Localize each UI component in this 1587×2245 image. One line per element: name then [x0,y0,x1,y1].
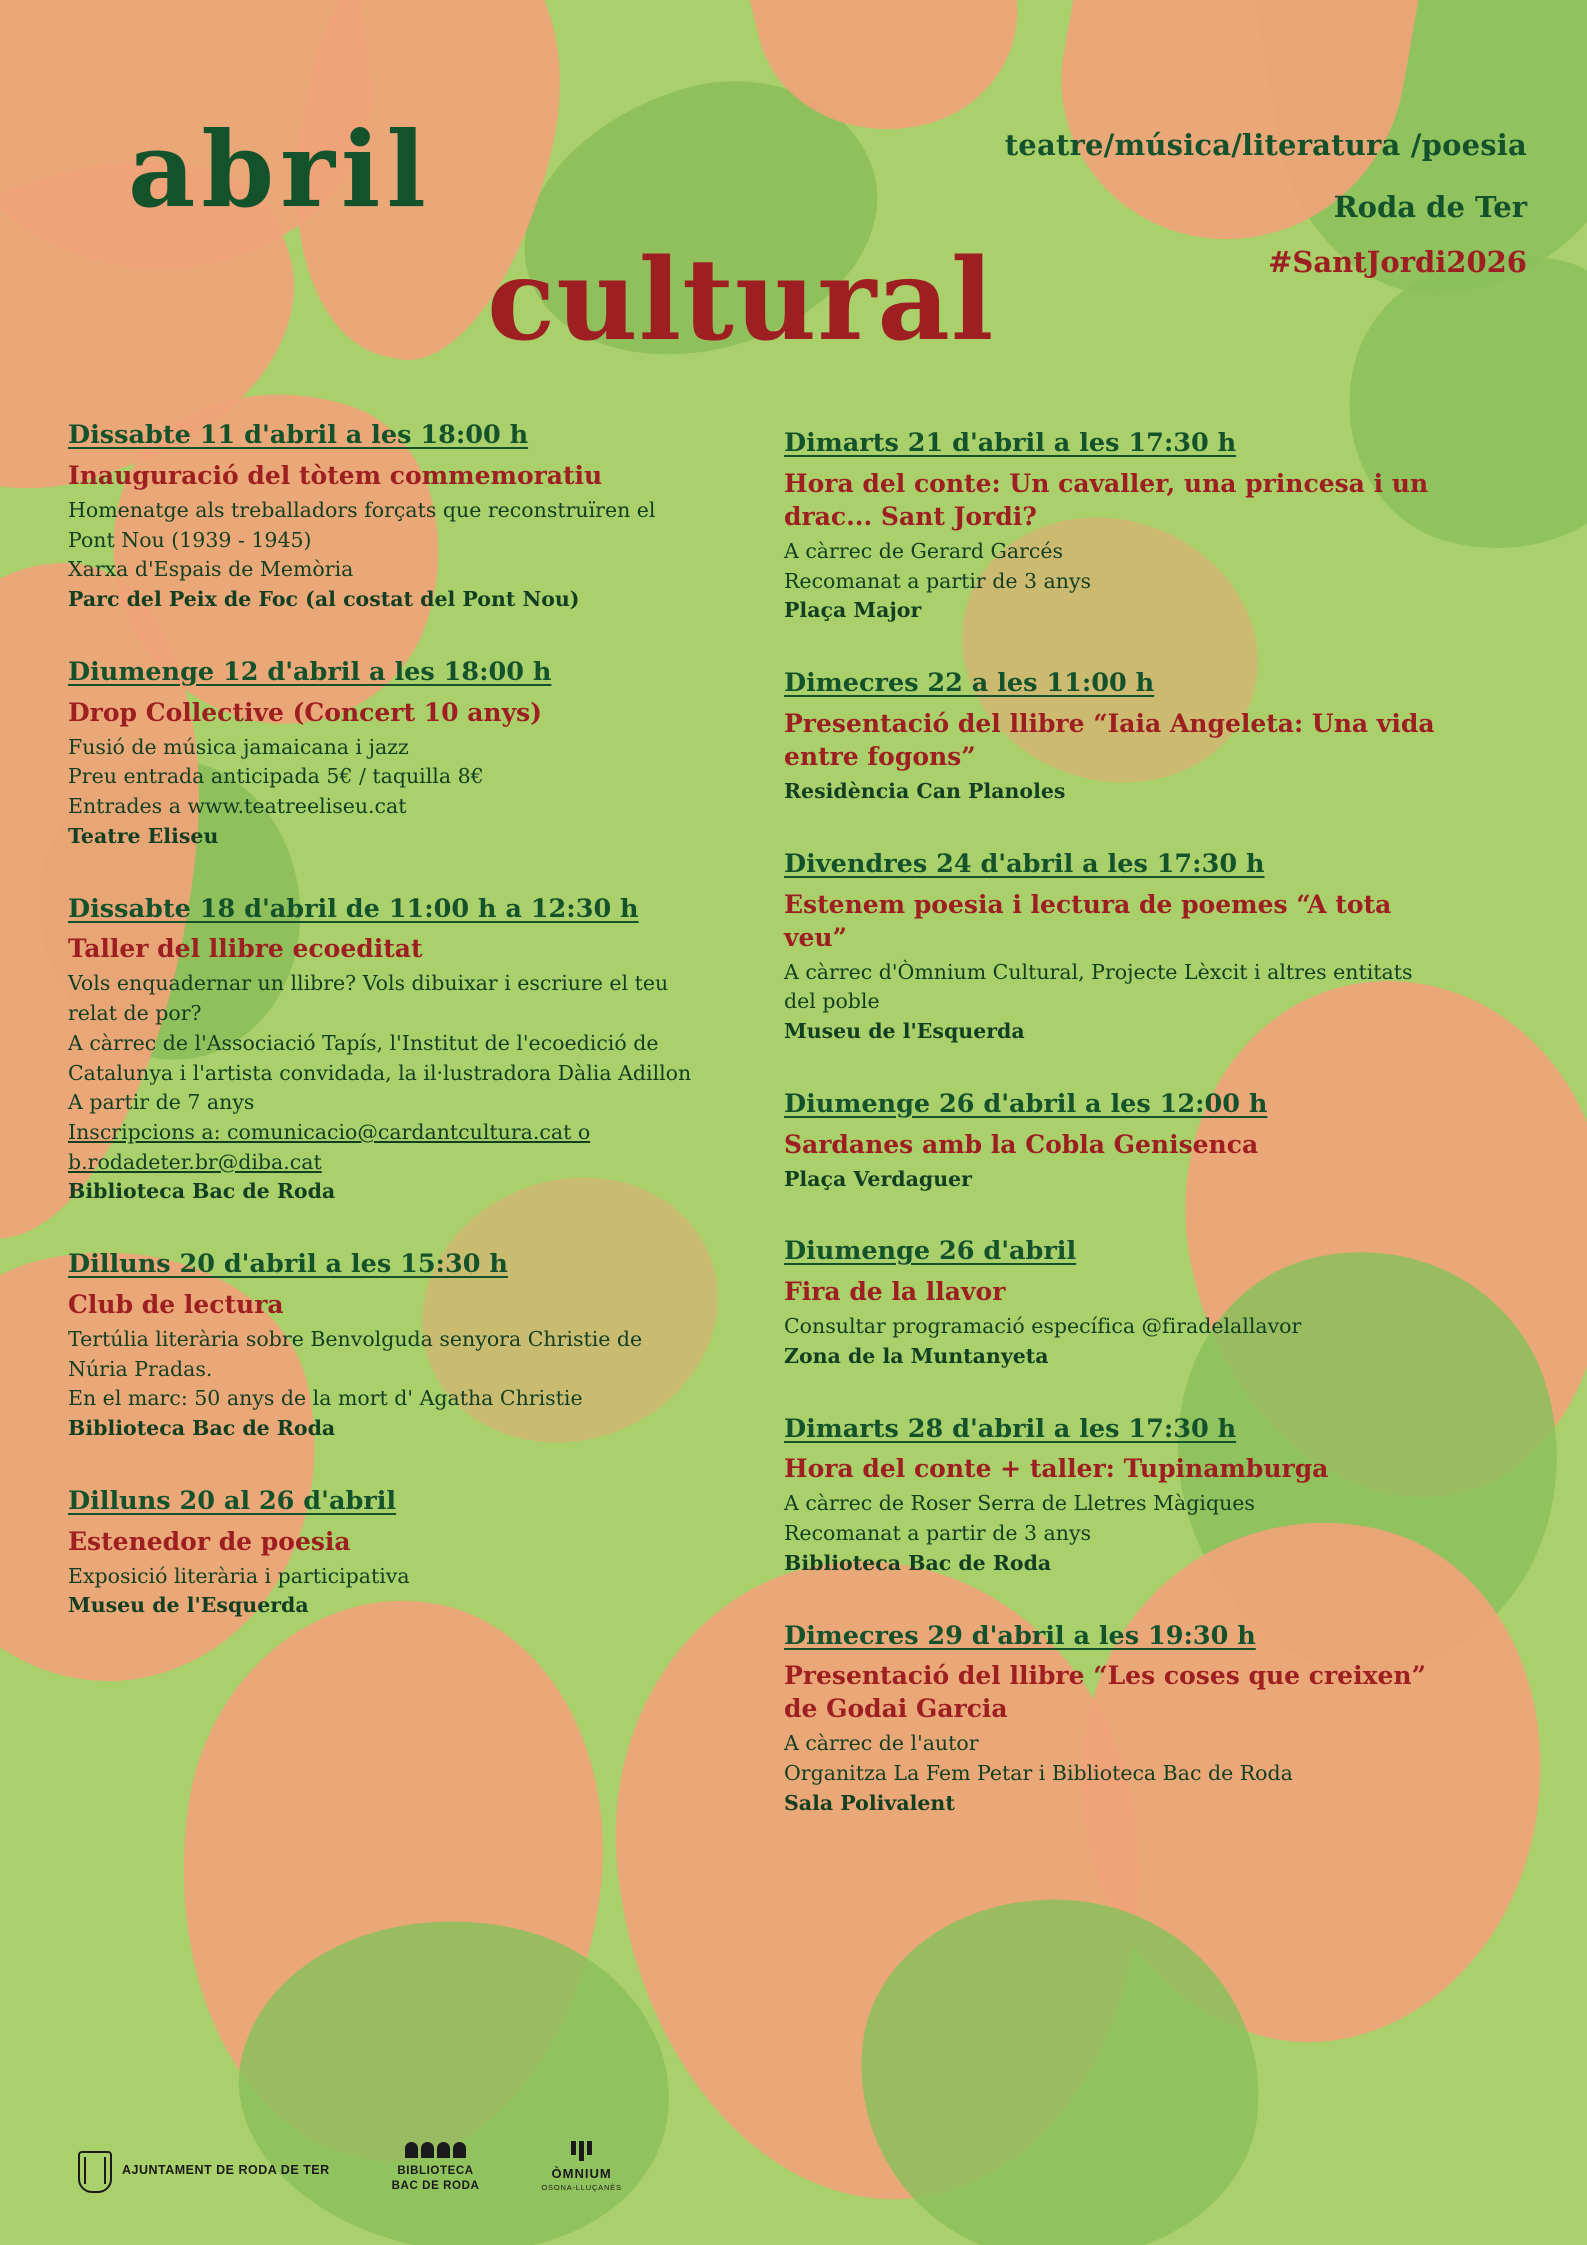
event-item [784,668,1444,807]
event-detail-line: Vols enquadernar un llibre? Vols dibuixar i escriure el teu [68,971,669,996]
event-date: Diumenge 12 d'abril a les 18:00 h [68,656,552,687]
event-detail-line: Consultar programació específica @firadelallavor [784,1314,1302,1339]
event-item [68,1249,728,1444]
event-details [784,537,1444,626]
event-detail-line: relat de por? [68,1001,202,1026]
event-details [68,1562,728,1621]
event-date: Divendres 24 d'abril a les 17:30 h [784,848,1265,879]
event-date: Dissabte 11 d'abril a les 18:00 h [68,420,529,450]
event-detail-line: A càrrec de Gerard Garcés [784,538,1064,563]
event-title: Estenedor de poesia [68,1526,351,1556]
event-date: Dimarts 21 d'abril a les 17:30 h [784,428,1237,458]
logo-text [541,2141,621,2193]
event-title: Taller del llibre ecoeditat [68,934,423,964]
event-item [68,894,728,1208]
event-detail-line: Homenatge als treballadors forçats que reconstruïren el [68,497,656,522]
events-column-right [784,420,1444,1861]
event-details [68,733,728,852]
event-title: Fira de la llavor [784,1277,1006,1307]
event-item [68,420,728,615]
logo-biblioteca-bac-de-roda [392,2142,480,2193]
event-detail-line: Organitza La Fem Petar i Biblioteca Bac de Roda [784,1761,1293,1786]
event-detail-line: Núria Pradas. [68,1356,213,1381]
event-details [68,496,728,615]
event-title: Hora del conte: Un cavaller, una princesa i un drac... Sant Jordi? [784,468,1429,531]
event-detail-line: Xarxa d'Espais de Memòria [68,557,354,582]
event-venue: Museu de l'Esquerda [68,1593,309,1618]
event-venue: Parc del Peix de Foc (al costat del Pont Nou) [68,587,580,612]
event-details [784,1312,1444,1371]
event-date: Dissabte 18 d'abril de 11:00 h a 12:30 h [68,893,639,924]
event-detail-line: Exposició literària i participativa [68,1563,410,1588]
event-date: Diumenge 26 d'abril [784,1236,1077,1267]
events-columns [0,420,1587,1861]
event-venue: Biblioteca Bac de Roda [68,1416,336,1441]
event-venue: Sala Polivalent [784,1790,955,1815]
event-date: Dimecres 22 a les 11:00 h [784,668,1155,699]
event-venue: Biblioteca Bac de Roda [68,1179,336,1204]
event-date: Dilluns 20 d'abril a les 15:30 h [68,1249,508,1280]
logo-name: BIBLIOTECA [397,2165,474,2178]
logo-text [392,2142,480,2193]
poster-tagline: teatre/música/literatura /poesia [1004,128,1527,162]
logo-omnium-cultural [541,2141,621,2193]
event-item [784,428,1444,626]
event-title: Presentació del llibre “Iaia Angeleta: Una vida entre fogons” [784,708,1435,771]
event-detail-line: Recomanat a partir de 3 anys [784,568,1092,593]
event-venue: Biblioteca Bac de Roda [784,1550,1052,1575]
event-title: Club de lectura [68,1290,284,1319]
event-venue: Plaça Verdaguer [784,1166,972,1191]
event-title: Hora del conte + taller: Tupinamburga [784,1454,1329,1484]
event-detail-line: A càrrec d'Òmnium Cultural, Projecte Lèxcit i altres entitats [784,959,1413,984]
event-detail-line: del poble [784,989,880,1014]
event-item [68,657,728,852]
event-item [784,1089,1444,1195]
events-column-left [68,420,728,1861]
event-detail-line: Tertúlia literària sobre Benvolguda senyora Christie de [68,1327,643,1351]
event-details [784,777,1444,807]
logo-name: AJUNTAMENT DE RODA DE TER [122,2163,330,2178]
poster-title-line1: abril [128,108,432,231]
event-item [784,849,1444,1047]
event-venue: Teatre Eliseu [68,823,219,848]
event-details [784,1489,1444,1578]
event-details [784,1729,1444,1818]
book-arcs-icon [392,2142,480,2158]
event-item [784,1621,1444,1819]
poster-hashtag: #SantJordi2026 [1268,245,1527,279]
event-details [784,958,1444,1047]
event-title: Presentació del llibre “Les coses que creixen” de Godai Garcia [784,1661,1426,1724]
logo-name: ÒMNIUM [551,2166,612,2182]
logo-ajuntament-roda-de-ter [78,2151,330,2193]
poster-header [0,0,1587,420]
event-detail-line: Preu entrada anticipada 5€ / taquilla 8€ [68,764,484,789]
crest-icon [78,2151,112,2193]
event-detail-line: Pont Nou (1939 - 1945) [68,527,312,552]
logo-text [122,2163,330,2180]
event-ticket-link[interactable]: Entrades a www.teatreeliseu.cat [68,794,407,819]
event-date: Dilluns 20 al 26 d'abril [68,1485,397,1516]
event-title: Sardanes amb la Cobla Genisenca [784,1129,1259,1159]
event-email-link-1[interactable]: Inscripcions a: comunicacio@cardantcultura.cat o [68,1119,591,1144]
logo-sub: BAC DE RODA [391,2179,480,2192]
event-detail-line: Fusió de música jamaicana i jazz [68,734,409,759]
event-venue: Museu de l'Esquerda [784,1018,1025,1043]
event-email-link-2[interactable]: b.rodadeter.br@diba.cat [68,1149,322,1174]
event-detail-line: A càrrec de l'autor [784,1731,979,1756]
event-venue: Residència Can Planoles [784,778,1066,803]
event-item [784,1414,1444,1579]
poster-title-line2: cultural [487,235,995,366]
logo-sub: OSONA-LLUÇANÈS [541,2183,622,2193]
event-details [68,969,728,1207]
event-item [68,1486,728,1621]
event-title: Estenem poesia i lectura de poemes “A tota veu” [784,889,1392,952]
event-title: Inauguració del tòtem commemoratiu [68,460,603,490]
event-detail-line: Recomanat a partir de 3 anys [784,1521,1092,1546]
footer-logos [0,2141,1587,2193]
omnium-bars-icon [541,2141,621,2161]
event-details [784,1165,1444,1195]
event-date: Diumenge 26 d'abril a les 12:00 h [784,1088,1268,1119]
event-detail-line: A partir de 7 anys [68,1090,255,1115]
event-venue: Zona de la Muntanyeta [784,1343,1049,1368]
event-detail-line: En el marc: 50 anys de la mort d' Agatha Christie [68,1386,583,1411]
poster-town: Roda de Ter [1333,190,1527,224]
event-item [784,1236,1444,1371]
event-date: Dimecres 29 d'abril a les 19:30 h [784,1620,1256,1651]
event-detail-line: A càrrec de l'Associació Tapís, l'Institut de l'ecoedició de [68,1030,659,1055]
event-date: Dimarts 28 d'abril a les 17:30 h [784,1413,1237,1444]
event-venue: Plaça Major [784,598,922,623]
event-details [68,1325,728,1444]
event-detail-line: A càrrec de Roser Serra de Lletres Màgiques [784,1491,1255,1516]
event-title: Drop Collective (Concert 10 anys) [68,697,543,727]
event-detail-line: Catalunya i l'artista convidada, la il·lustradora Dàlia Adillon [68,1060,692,1085]
